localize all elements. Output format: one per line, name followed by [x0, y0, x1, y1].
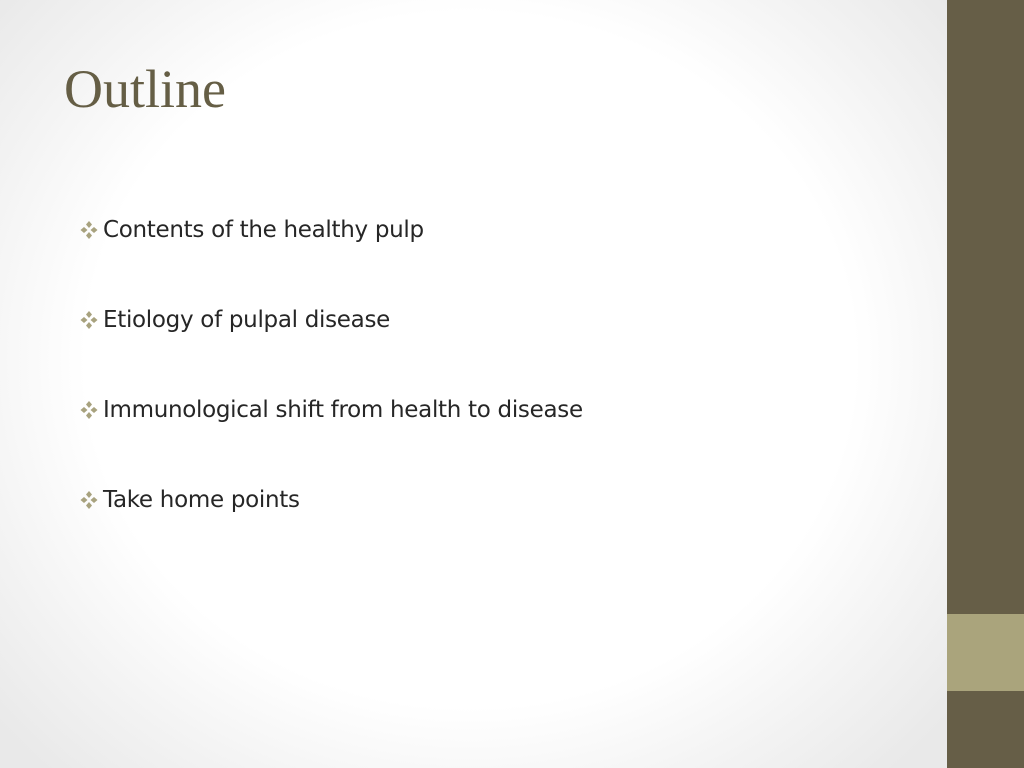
bullet-text: Immunological shift from health to disease: [103, 397, 583, 423]
diamond-bullet-icon: [78, 399, 100, 421]
diamond-bullet-icon: [78, 309, 100, 331]
diamond-bullet-icon: [78, 219, 100, 241]
slide-title: Outline: [64, 59, 226, 119]
bullet-text: Contents of the healthy pulp: [103, 217, 424, 243]
bullet-item: [78, 390, 583, 430]
bullet-item: [78, 210, 583, 250]
bullet-item: [78, 300, 583, 340]
bullet-item: [78, 480, 583, 520]
theme-sidebar-accent: [947, 614, 1024, 691]
bullet-text: Take home points: [103, 487, 300, 513]
bullet-text: Etiology of pulpal disease: [103, 307, 390, 333]
diamond-bullet-icon: [78, 489, 100, 511]
bullet-list: [78, 210, 583, 570]
